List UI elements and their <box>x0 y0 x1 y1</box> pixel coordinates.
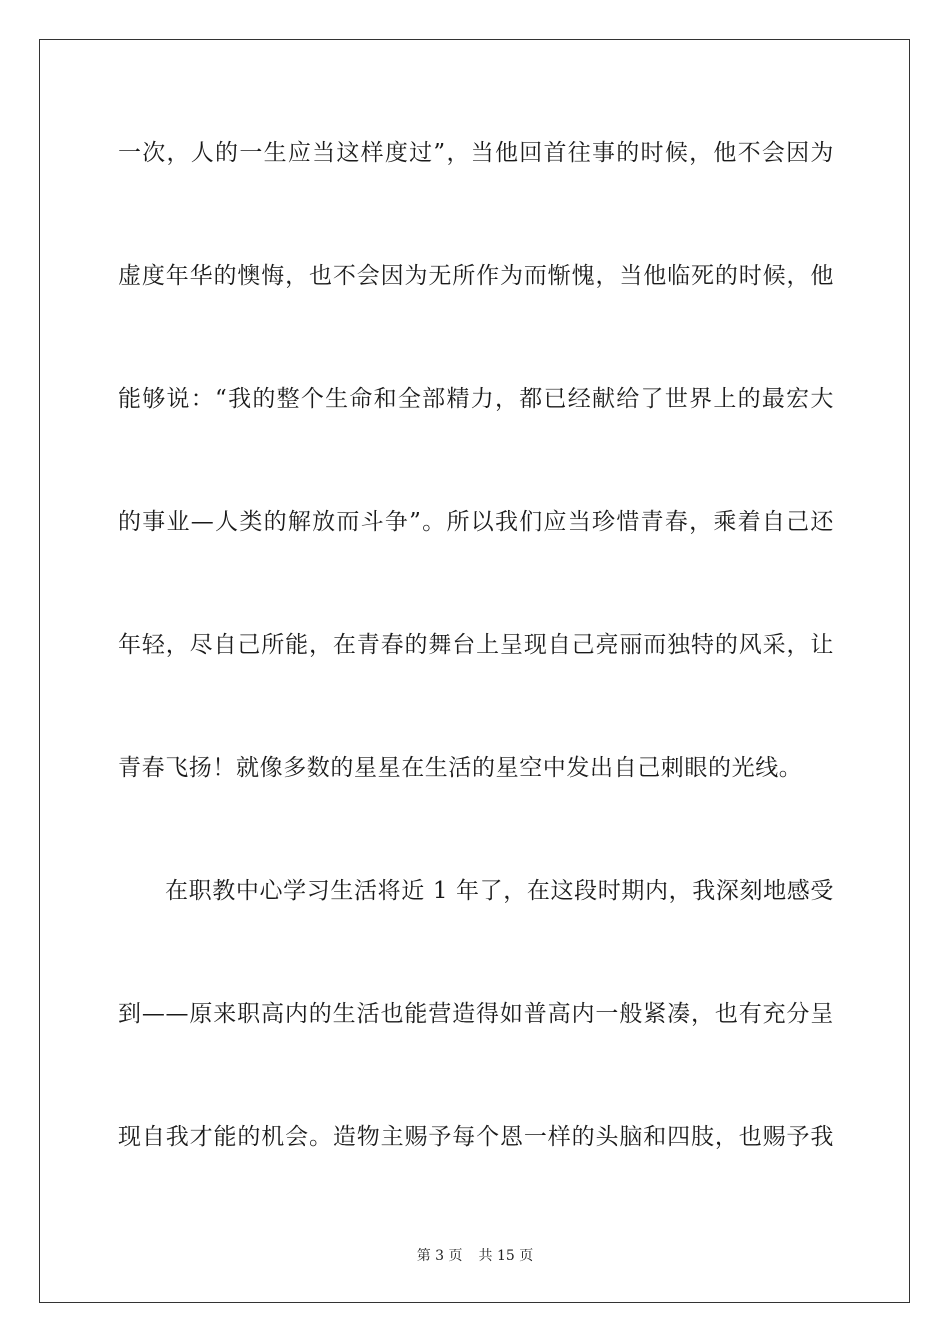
body-line-4: 的事业—人类的解放而斗争”。所以我们应当珍惜青春，乘着自己还 <box>118 509 834 535</box>
body-line-7: 在职教中心学习生活将近 1 年了，在这段时期内，我深刻地感受 <box>165 878 834 904</box>
page-border <box>39 39 910 1303</box>
page-total: 共 15 页 <box>478 1248 534 1264</box>
body-line-8: 到——原来职高内的生活也能营造得如普高内一般紧凑，也有充分呈 <box>118 1001 834 1027</box>
page-footer <box>0 1246 950 1266</box>
body-line-9: 现自我才能的机会。造物主赐予每个恩一样的头脑和四肢，也赐予我 <box>118 1124 834 1150</box>
body-line-1: 一次，人的一生应当这样度过”，当他回首往事的时候，他不会因为 <box>118 140 834 166</box>
body-line-5: 年轻，尽自己所能，在青春的舞台上呈现自己亮丽而独特的风采，让 <box>118 632 834 658</box>
body-line-6: 青春飞扬！就像多数的星星在生活的星空中发出自己刺眼的光线。 <box>118 755 803 781</box>
body-line-3: 能够说：“我的整个生命和全部精力，都已经献给了世界上的最宏大 <box>118 386 834 412</box>
body-line-2: 虚度年华的懊悔，也不会因为无所作为而惭愧，当他临死的时候，他 <box>118 263 834 289</box>
page-number: 第 3 页 <box>416 1248 463 1264</box>
